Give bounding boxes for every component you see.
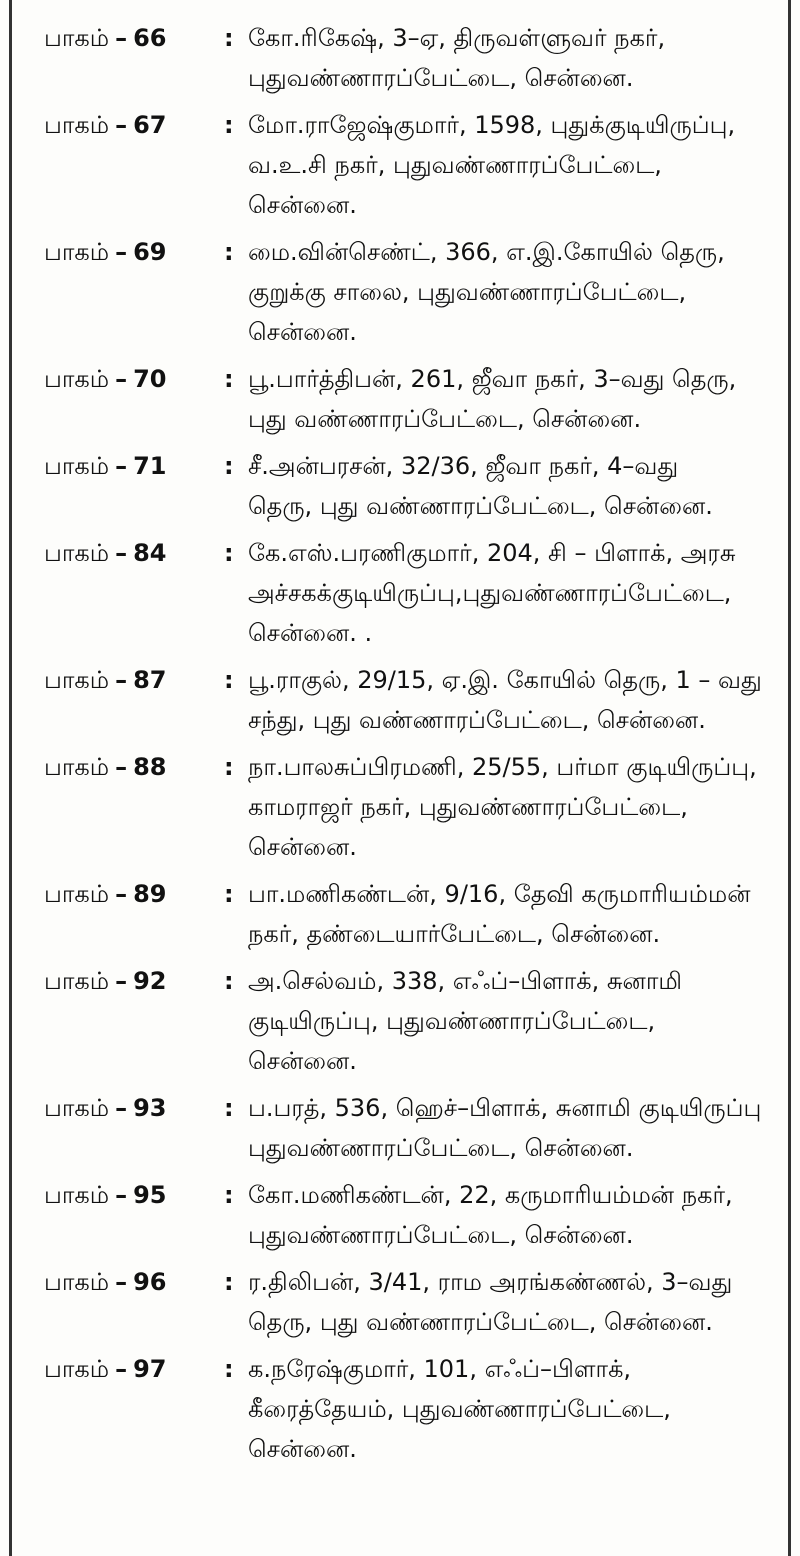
address-text [248, 446, 776, 526]
part-number-value: 96 [133, 1268, 167, 1296]
left-border-rule [0, 0, 12, 1556]
address-line: வ.உ.சி நகர், புதுவண்ணாரப்பேட்டை, [248, 151, 662, 179]
address-line: கே.எஸ்.பரணிகுமார், 204, சி – பிளாக், அரசு [248, 539, 736, 567]
address-line: சென்னை. . [248, 619, 373, 647]
colon-separator: : [224, 238, 234, 266]
part-number [44, 105, 224, 145]
address-text [248, 105, 776, 225]
part-number-value: 70 [133, 365, 167, 393]
part-dash: – [115, 539, 128, 567]
address-line: அ.செல்வம், 338, எஃப்–பிளாக், சுனாமி [248, 967, 682, 995]
address-line: மோ.ராஜேஷ்குமார், 1598, புதுக்குடியிருப்பு, [248, 111, 736, 139]
part-label: பாகம் [44, 452, 110, 480]
part-address-list [44, 18, 776, 1476]
part-number [44, 359, 224, 399]
address-line: சென்னை. [248, 833, 357, 861]
part-number-value: 66 [133, 24, 167, 52]
part-label: பாகம் [44, 111, 110, 139]
part-label: பாகம் [44, 666, 110, 694]
colon-separator: : [224, 1355, 234, 1383]
colon-separator: : [224, 539, 234, 567]
part-number [44, 874, 224, 914]
part-dash: – [115, 967, 128, 995]
part-number-value: 71 [133, 452, 167, 480]
entry-row [44, 1175, 776, 1255]
address-line: அச்சகக்குடியிருப்பு,புதுவண்ணாரப்பேட்டை, [248, 579, 732, 607]
address-text [248, 1088, 776, 1168]
part-number-value: 88 [133, 753, 167, 781]
part-dash: – [115, 24, 128, 52]
colon-separator: : [224, 24, 234, 52]
address-line: கீரைத்தேயம், புதுவண்ணாரப்பேட்டை, [248, 1395, 671, 1423]
entry-row [44, 660, 776, 740]
part-number [44, 1262, 224, 1302]
part-number-value: 92 [133, 967, 167, 995]
address-line: பூ.பார்த்திபன், 261, ஜீவா நகர், 3–வது தெரு, [248, 365, 737, 393]
bottom-rule [12, 1548, 788, 1556]
part-number-value: 97 [133, 1355, 167, 1383]
part-dash: – [115, 1268, 128, 1296]
address-text [248, 1262, 776, 1342]
part-dash: – [115, 238, 128, 266]
entry-row [44, 446, 776, 526]
address-line: சென்னை. [248, 318, 357, 346]
part-number-value: 84 [133, 539, 167, 567]
address-text [248, 747, 776, 867]
address-line: ப.பரத், 536, ஹெச்–பிளாக், சுனாமி குடியிருப்பு [248, 1094, 762, 1122]
colon-separator: : [224, 365, 234, 393]
part-label: பாகம் [44, 365, 110, 393]
address-line: பா.மணிகண்டன், 9/16, தேவி கருமாரியம்மன் [248, 880, 751, 908]
address-text [248, 961, 776, 1081]
colon-separator: : [224, 111, 234, 139]
part-number [44, 747, 224, 787]
right-border-rule [788, 0, 800, 1556]
entry-row [44, 747, 776, 867]
part-label: பாகம் [44, 539, 110, 567]
address-line: பூ.ராகுல், 29/15, ஏ.இ. கோயில் தெரு, 1 – வது [248, 666, 762, 694]
part-number [44, 533, 224, 573]
part-number [44, 961, 224, 1001]
part-label: பாகம் [44, 24, 110, 52]
address-line: காமராஜர் நகர், புதுவண்ணாரப்பேட்டை, [248, 793, 688, 821]
entry-row [44, 105, 776, 225]
colon-separator: : [224, 880, 234, 908]
address-line: சந்து, புது வண்ணாரப்பேட்டை, சென்னை. [248, 706, 706, 734]
colon-separator: : [224, 967, 234, 995]
address-line: சீ.அன்பரசன், 32/36, ஜீவா நகர், 4–வது [248, 452, 679, 480]
part-number [44, 660, 224, 700]
part-number [44, 446, 224, 486]
part-label: பாகம் [44, 753, 110, 781]
colon-separator: : [224, 1094, 234, 1122]
part-number-value: 95 [133, 1181, 167, 1209]
part-number-value: 93 [133, 1094, 167, 1122]
colon-separator: : [224, 452, 234, 480]
part-number [44, 18, 224, 58]
address-line: மை.வின்செண்ட், 366, எ.இ.கோயில் தெரு, [248, 238, 725, 266]
address-line: க.நரேஷ்குமார், 101, எஃப்–பிளாக், [248, 1355, 632, 1383]
part-label: பாகம் [44, 967, 110, 995]
address-line: புதுவண்ணாரப்பேட்டை, சென்னை. [248, 1221, 634, 1249]
colon-separator: : [224, 666, 234, 694]
address-text [248, 533, 776, 653]
part-dash: – [115, 365, 128, 393]
part-number [44, 232, 224, 272]
part-label: பாகம் [44, 1268, 110, 1296]
address-line: தெரு, புது வண்ணாரப்பேட்டை, சென்னை. [248, 1308, 713, 1336]
part-number [44, 1088, 224, 1128]
entry-row [44, 1349, 776, 1469]
part-dash: – [115, 1094, 128, 1122]
address-line: கோ.மணிகண்டன், 22, கருமாரியம்மன் நகர், [248, 1181, 733, 1209]
entry-row [44, 1262, 776, 1342]
part-dash: – [115, 753, 128, 781]
address-line: குடியிருப்பு, புதுவண்ணாரப்பேட்டை, [248, 1007, 656, 1035]
address-line: சென்னை. [248, 1435, 357, 1463]
address-line: தெரு, புது வண்ணாரப்பேட்டை, சென்னை. [248, 492, 713, 520]
address-line: குறுக்கு சாலை, புதுவண்ணாரப்பேட்டை, [248, 278, 687, 306]
address-line: நா.பாலசுப்பிரமணி, 25/55, பர்மா குடியிருப்பு, [248, 753, 757, 781]
part-label: பாகம் [44, 880, 110, 908]
part-label: பாகம் [44, 1355, 110, 1383]
entry-row [44, 533, 776, 653]
address-text [248, 1349, 776, 1469]
entry-row [44, 1088, 776, 1168]
part-number-value: 67 [133, 111, 167, 139]
address-line: புது வண்ணாரப்பேட்டை, சென்னை. [248, 405, 642, 433]
address-line: சென்னை. [248, 1047, 357, 1075]
part-dash: – [115, 452, 128, 480]
address-text [248, 359, 776, 439]
entry-row [44, 874, 776, 954]
address-text [248, 1175, 776, 1255]
entry-row [44, 961, 776, 1081]
address-text [248, 874, 776, 954]
part-dash: – [115, 1181, 128, 1209]
part-dash: – [115, 1355, 128, 1383]
entry-row [44, 18, 776, 98]
address-line: சென்னை. [248, 191, 357, 219]
address-line: கோ.ரிகேஷ், 3–ஏ, திருவள்ளுவர் நகர், [248, 24, 666, 52]
address-text [248, 18, 776, 98]
part-label: பாகம் [44, 1181, 110, 1209]
part-number [44, 1175, 224, 1215]
address-line: ர.திலிபன், 3/41, ராம அரங்கண்ணல், 3–வது [248, 1268, 733, 1296]
part-number-value: 87 [133, 666, 167, 694]
address-line: புதுவண்ணாரப்பேட்டை, சென்னை. [248, 1134, 634, 1162]
address-line: நகர், தண்டையார்பேட்டை, சென்னை. [248, 920, 661, 948]
colon-separator: : [224, 1181, 234, 1209]
address-text [248, 232, 776, 352]
part-dash: – [115, 111, 128, 139]
colon-separator: : [224, 1268, 234, 1296]
part-dash: – [115, 666, 128, 694]
part-label: பாகம் [44, 238, 110, 266]
part-dash: – [115, 880, 128, 908]
part-number [44, 1349, 224, 1389]
part-number-value: 69 [133, 238, 167, 266]
colon-separator: : [224, 753, 234, 781]
part-number-value: 89 [133, 880, 167, 908]
address-text [248, 660, 776, 740]
address-line: புதுவண்ணாரப்பேட்டை, சென்னை. [248, 64, 634, 92]
entry-row [44, 232, 776, 352]
part-label: பாகம் [44, 1094, 110, 1122]
entry-row [44, 359, 776, 439]
